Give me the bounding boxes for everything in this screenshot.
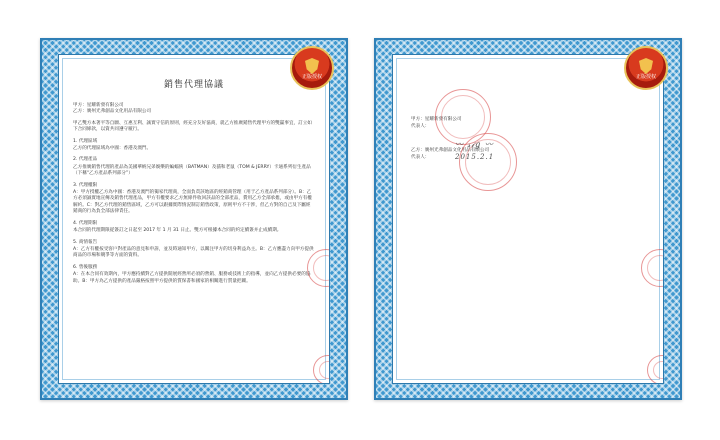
shield-icon [305, 58, 319, 74]
section-authority: 3. 代理權限 A：甲方授權乙方為中國：香港及澳門的獨家代理商，全面負責該地區的經銷商管理（用于乙方產品系列部分）。B：乙方必須誠實地宣傳及銷售代理產品，甲方有權要求乙方無條件收回該品的全部產品，費用乙方全部承擔，或由甲方有權解約。C：對乙方代理的銷售區域，乙方可以跟據實際情況制訂銷售政策，原則甲方不干涉，但乙方對的自己及下屬經銷商的行為負全部法律責任。 [73, 182, 312, 215]
section-products: 2. 代理產品 乙方推廣銷售代理的產品為美國華納兄弟娛樂的蝙蝠俠（BATMAN）及貓和老鼠（TOM & JERRY）卡通系列衍生產品（下稱“乙方產品系列部分”） [73, 157, 311, 177]
handwritten-signature: 〰︎ 𝓈𝒾𝑔 〰︎ [455, 140, 494, 149]
agreement-title: 銷售代理協議 [163, 80, 224, 90]
badge-label: 正版授权 [301, 74, 322, 80]
agreement-page-1 [40, 38, 348, 400]
page-1-paper [58, 54, 330, 384]
seal-stamp [641, 249, 664, 287]
seal-stamp [647, 355, 664, 384]
seal-stamp [313, 355, 330, 384]
section-reports: 5. 商情報告 A：乙方有權按受客戶對產品的意見和申訴，並及時通知甲方，以關注甲方的切身利益為主。B：乙方應盡力向甲方提供商品的市場和競爭等方面的資料。 [73, 239, 314, 259]
page-2-paper [392, 54, 664, 384]
signing-date: 2015.2.1 [455, 153, 495, 161]
section-after-sales: 6. 售後服務 A：在本合同有效期內，甲方應持續對乙方提供開展經營所必須的營銷、服務或技術上的指導，並向乙方提供必要的協助。B：甲方為乙方提供的產品嚴格按照甲方提供的質保書和國家的相關進行質量把關。 [73, 264, 311, 284]
party-b: 乙方：廣州光弗創品文化用品有限公司 [73, 109, 152, 115]
agreement-intro: 甲乙雙方本著平等自願、互惠互利、誠實守信的原則，經充分友好協商，就乙方推廣銷售代理甲方的雙贏事宜，訂立如下合同條款，以資共同遵守履行。 [73, 120, 312, 133]
section-territory: 1. 代理區域 乙方的代理區域為中國：香港及澳門。 [73, 138, 152, 152]
party-b-representative: 代表人： [411, 154, 430, 160]
agreement-text [73, 73, 315, 288]
authorization-badge [624, 46, 668, 90]
badge-label: 正版授权 [635, 74, 656, 80]
party-b-signature: 乙方：廣州光弗創品文化用品有限公司 [411, 148, 490, 154]
party-a-signature: 甲方：星耀新發有限公司 [411, 117, 462, 122]
agreement-page-2 [374, 38, 682, 400]
party-a: 甲方：星耀新發有限公司 [73, 103, 124, 108]
shield-icon [639, 58, 653, 74]
section-term: 4. 代理期限 本合同的代理期限從簽訂之日起至 2017 年 1 月 31 日止。雙方可根據本合同的約定續簽并止成續期。 [73, 220, 282, 234]
party-a-representative: 代表人： [411, 123, 430, 129]
authorization-badge [290, 46, 334, 90]
